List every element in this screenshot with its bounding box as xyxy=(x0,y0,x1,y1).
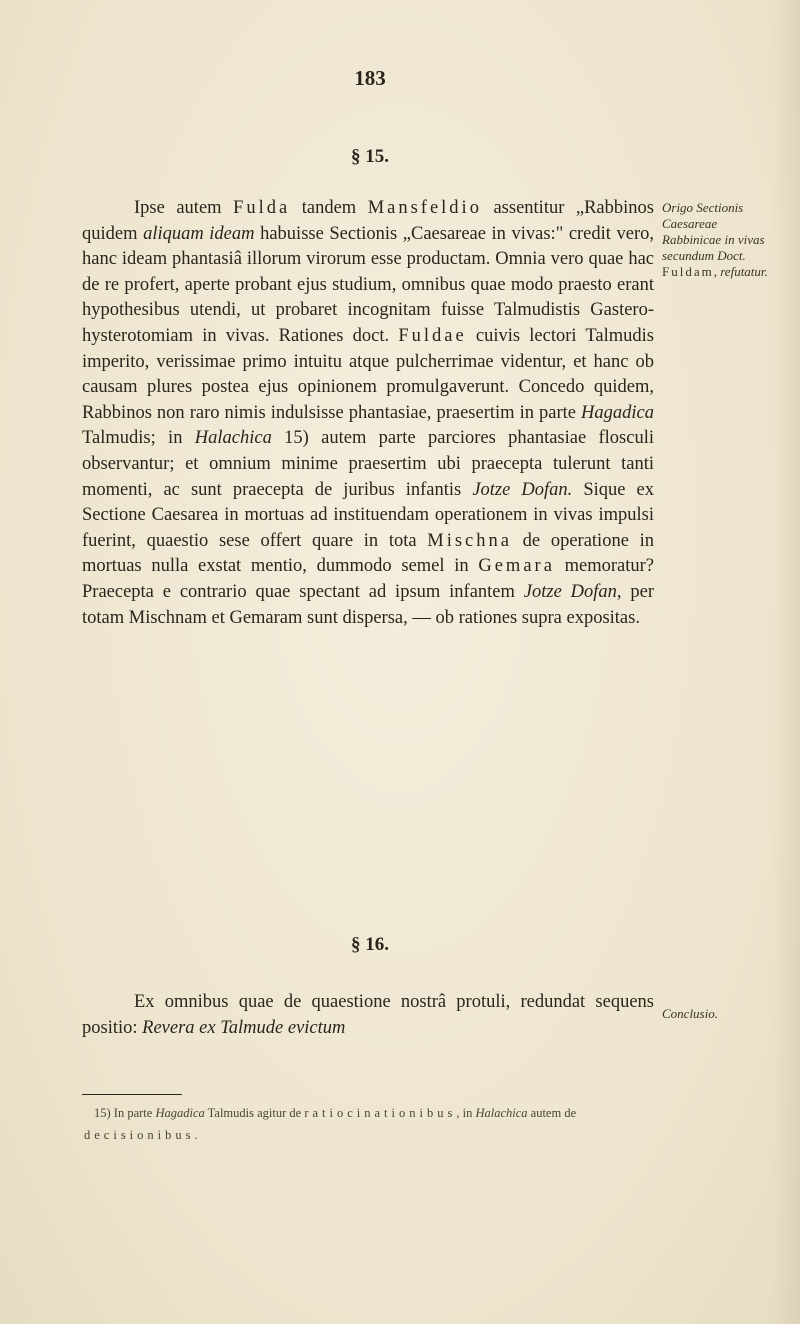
name-mansfeldio: Mansfeldio xyxy=(367,198,482,218)
section-heading-16: § 16. xyxy=(351,934,389,955)
term-mischna: Mischna xyxy=(427,530,512,551)
main-paragraph xyxy=(82,196,654,631)
page-edge-shadow xyxy=(772,0,800,1324)
term-jotze-dofan: Jotze Dofan. xyxy=(472,479,573,500)
conclusion-paragraph xyxy=(82,990,654,1041)
term-gemara: Gemara xyxy=(478,556,555,577)
paragraph-16: Ex omnibus quae de quaestione nostrâ protuli, redundat sequens positio: Revera ex Talmude evictum xyxy=(82,992,654,1038)
name-fuldae: Fuldae xyxy=(398,325,467,346)
page-number: 183 xyxy=(354,66,386,90)
term-halachica: Halachica xyxy=(194,428,272,449)
emphasis-revera: Revera ex Talmude evictum xyxy=(142,1017,346,1038)
margin-note-origo: Origo Sectionis Caesareae Rabbinicae in vivas secundum Doct. Fuldam, refutatur. xyxy=(662,200,768,279)
quote-aliquam-ideam: aliquam ideam xyxy=(143,223,255,244)
footnote: 15) In parte Hagadica Talmudis agitur de ratiocinationibus, in Halachica autem de decisionibus. xyxy=(84,1106,577,1142)
name-fulda: Fulda xyxy=(233,198,291,218)
term-jotze-dofan-2: Jotze Dofan, xyxy=(523,581,622,602)
term-hagadica: Hagadica xyxy=(581,402,654,423)
footnote-rule xyxy=(82,1094,182,1095)
margin-note-conclusio: Conclusio. xyxy=(662,1006,718,1021)
section-heading-15: § 15. xyxy=(351,146,389,167)
paragraph-15: Ipse autem Fulda tandem Mansfeldio assentitur „Rabbinos quidem aliquam ideam habuisse Sectionis „Caesareae in vivas:" credit vero, hanc ideam phantasiâ illorum virorum esse productam. Omnia vero quae hac de re profert, aperte probant ejus studium, omnibus quae modo praesto erant hypothesibus utendi, ut probaret incognitam fuisse Talmudistis Gastero-hysterotomiam in vivas. Rationes doct. Fuldae cuivis lectori Talmudis imperito, verissimae primo intuitu atque pulcherrimae videntur, et hanc ob causam plures postea ejus opinionem promulgaverunt. Concedo quidem, Rabbinos non raro nimis indulsisse phantasiae, praesertim in parte Hagadica Talmudis; in Halachica 15) autem parte parciores phantasiae flosculi observantur; et omnium minime praesertim ubi praecepta tulerunt tanti momenti, ac sunt praecepta de juribus infantis Jotze Dofan. Sique ex Sectione Caesarea in mortuas ad instituendam operationem in vivas impulsi fuerint, quaestio sese offert quare in tota Mischna de operatione in mortuas nulla exstat mentio, dummodo semel in Gemara memoratur? Praecepta e contrario quae spectant ad ipsum infantem Jotze Dofan, per totam Mischnam et Gemaram sunt dispersa, — ob rationes supra expositas. xyxy=(82,198,655,628)
